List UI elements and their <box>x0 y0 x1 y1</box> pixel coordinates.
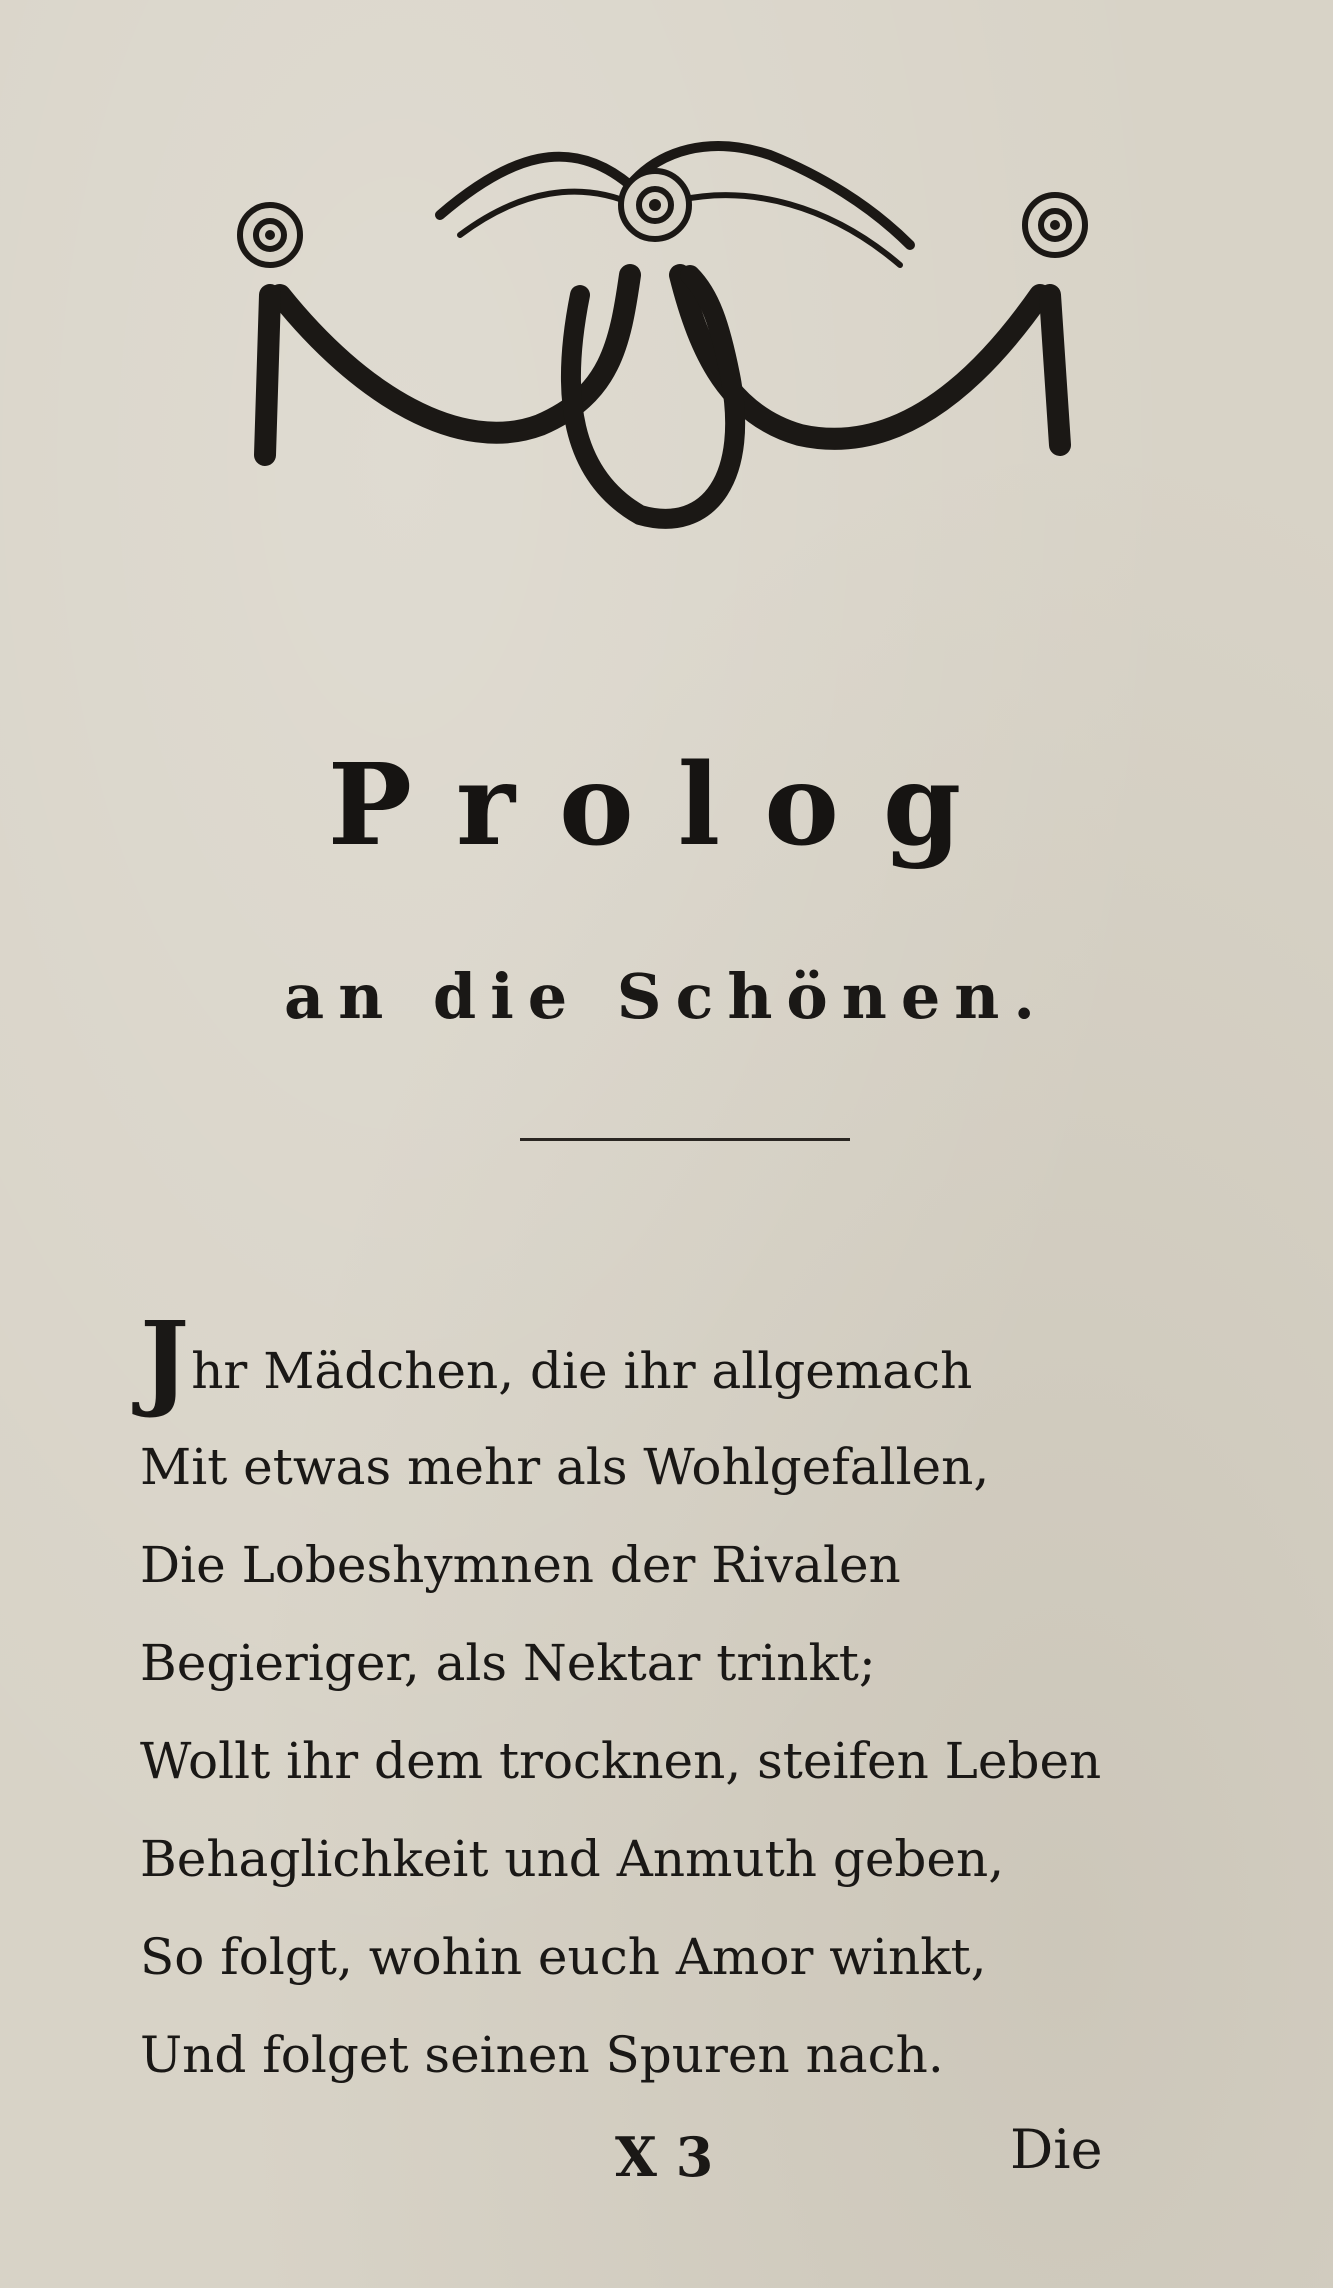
poem-line: So folgt, wohin euch Amor winkt, <box>140 1928 987 1986</box>
poem <box>140 1298 1140 2104</box>
page-subtitle: an die Schönen. <box>284 960 1049 1033</box>
poem-line: Und folget seinen Spuren nach. <box>140 2026 944 2084</box>
poem-line: Die Lobeshymnen der Rivalen <box>140 1536 901 1594</box>
catchword: Die <box>1010 2118 1103 2181</box>
garland-ornament <box>210 95 1110 535</box>
poem-line: Behaglichkeit und Anmuth geben, <box>140 1830 1005 1888</box>
signature-mark: X 3 <box>615 2125 714 2189</box>
poem-line-text: hr Mädchen, die ihr allgemach <box>191 1342 973 1400</box>
poem-line <box>140 1298 1140 1421</box>
divider-rule <box>520 1138 850 1141</box>
poem-line: Begieriger, als Nektar trinkt; <box>140 1634 876 1692</box>
poem-line: Wollt ihr dem trocknen, steifen Leben <box>140 1732 1102 1790</box>
drop-cap: J <box>140 1298 190 1421</box>
page-title: Prolog <box>327 740 1006 871</box>
poem-line: Mit etwas mehr als Wohlgefallen, <box>140 1438 990 1496</box>
